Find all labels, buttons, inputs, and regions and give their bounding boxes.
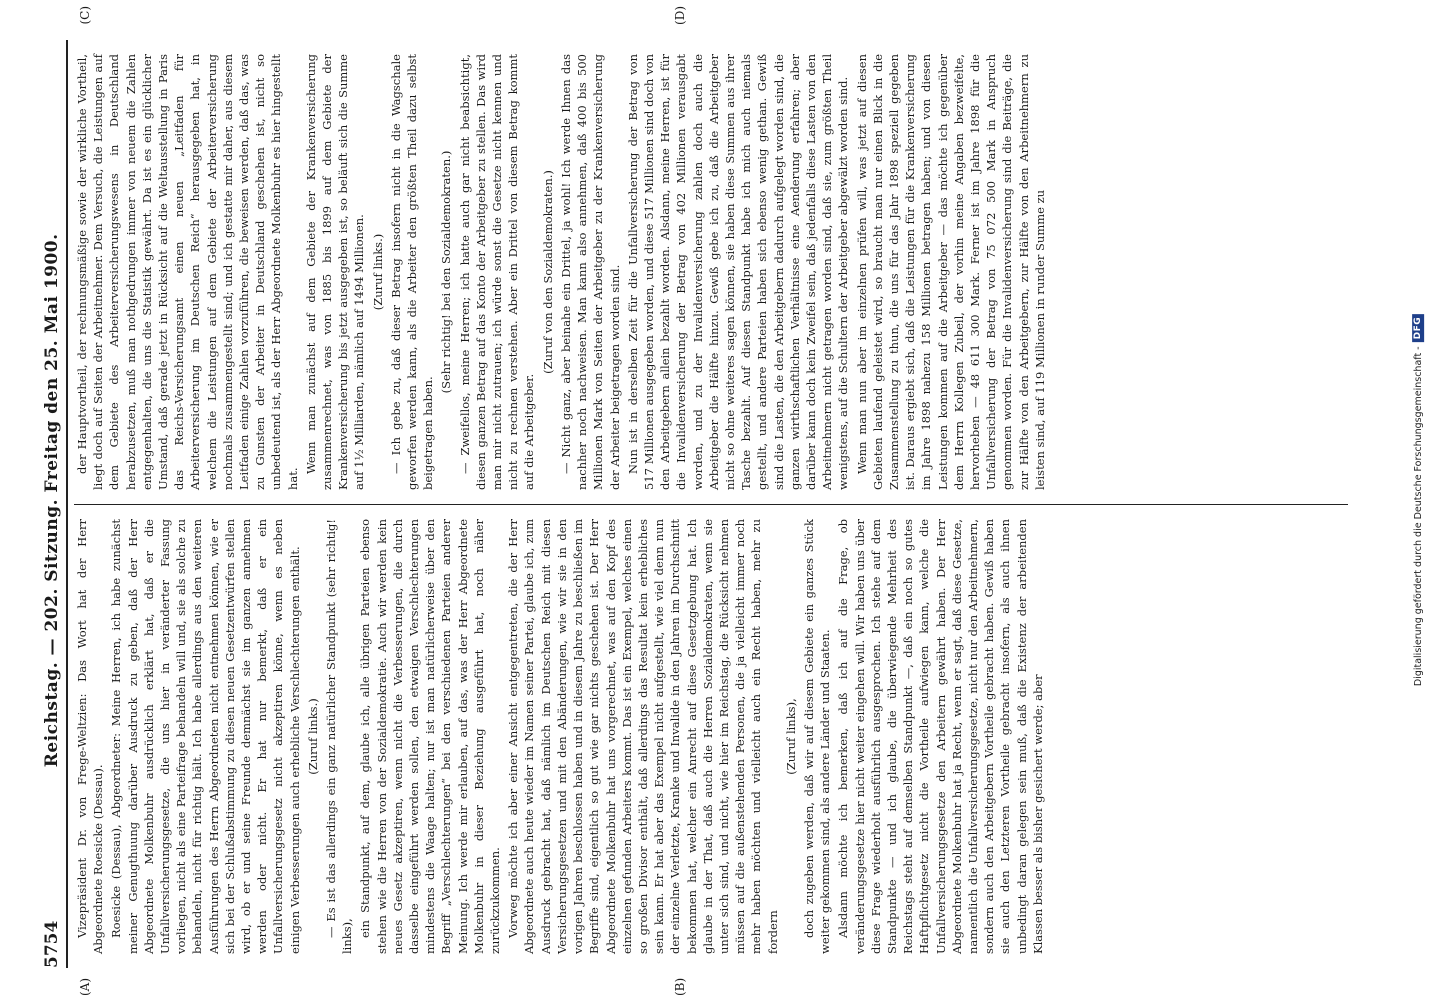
- paragraph: — Ich gebe zu, daß dieser Betrag insofern nicht in die Wagschale geworfen werden kann, als die Arbeiter den größten Theil dazu selbst beigetragen haben.: [388, 54, 436, 490]
- digitization-note: [1406, 8, 1430, 992]
- paragraph: Alsdann möchte ich bemerken, daß ich auf die Frage, ob veränderungsgesetze hier nicht weiter eingehen will. Wir haben uns über diese Frage wiederholt ausführlich ausgesprochen. Ich stehe auf dem Standpunkte — und ich glaube, die überwiegende Mehrheit des Reichstags steht auf demselben Standpunkt —, daß ein noch so gutes Haftpflichtgesetz nicht die Vortheile aufwiegen kann, welche die Unfallversicherungsgesetze den Arbeitern gewährt haben. Der Herr Abgeordnete Molkenbuhr hat ja Recht, wenn er sagt, daß diese Gesetze, namentlich die Unfallversicherungsgesetze, nicht nur den Arbeitnehmern, sondern auch den Arbeitgebern Vortheile gebracht haben. Gewiß haben sie auch den Letzteren Vortheile gebracht insofern, als auch ihnen unbedingt daran gelegen sein muß, daß die Existenz der arbeitenden Klassen besser als bisher gesichert werde; aber: [836, 519, 1045, 954]
- paragraph: Vizepräsident Dr. von Frege-Weltzien: Das Wort hat der Herr Abgeordnete Roesicke (Dessau).: [75, 519, 106, 954]
- paragraph: doch zugeben werden, daß wir auf diesem Gebiete ein ganzes Stück weiter gekommen sind, als andere Länder und Staaten.: [801, 519, 833, 954]
- page-header: [26, 40, 68, 968]
- paragraph: (Zuruf links.): [370, 233, 385, 311]
- paragraph: Wenn man zunächst auf dem Gebiete der Krankenversicherung zusammenrechnet, was von 1885 bis 1899 auf dem Gebiete der Krankenversicherung bis jetzt ausgegeben ist, so beläuft sich die Summe auf 1½ Milliarden, nämlich auf 1494 Millionen.: [303, 54, 367, 490]
- paragraph: Vorweg möchte ich aber einer Ansicht entgegentreten, die der Herr Abgeordnete auch heute wieder im Namen seiner Partei, glaube ich, zum Ausdruck gebracht hat, daß nämlich im Deutschen Reich mit diesen Versicherungsgesetzen und mit den Abänderungen, wie wir sie in den vorigen Jahren beschlossen haben und in diesem Jahre zu beschließen im Begriffe sind, eigentlich so gut wie gar nichts geschehen ist. Der Herr Abgeordnete Molkenbuhr hat uns vorgerechnet, was auf den Kopf des einzelnen gefunden Arbeiters kommt. Das ist ein Exempel, welches einen so großen Divisor enthält, daß allerdings das Resultat kein erhebliches sein kann. Er hat aber das Exempel nicht aufgestellt, wie viel denn nun der einzelne Verletzte, Kranke und Invalide in den Jahren im Durchschnitt bekommen hat, welcher ein Anrecht auf diese Gesetzgebung hat. Ich glaube in der That, daß auch die Herren Sozialdemokraten, wenn sie unter sich sind, und nicht, wie hier im Reichstag, die Rücksicht nehmen müssen auf die außenstehenden Personen, die ja vielleicht immer noch mehr haben möchten und vielleicht auch ein Recht haben, mehr zu fordern: [506, 519, 780, 954]
- paragraph: — Zweifellos, meine Herren; ich hatte auch gar nicht beabsichtigt, diesen ganzen Betrag auf das Konto der Arbeitgeber zu stellen. Das wird man mir nicht zutrauen; ich würde sonst die Gesetze nicht kennen und nicht zu rechnen verstehen. Aber ein Drittel von diesem Betrag kommt auf die Arbeitgeber.: [457, 54, 537, 490]
- paragraph: Roesicke (Dessau), Abgeordneter: Meine Herren, ich habe zunächst meiner Genugthuung darüber Ausdruck zu geben, daß der Herr Abgeordnete Molkenbuhr ausdrücklich erklärt hat, daß er die Unfallversicherungsgesetze, die uns hier in veränderter Fassung vorliegen, nicht als eine Parteifrage behandeln will und, sie als solche zu behandeln, nicht für richtig hält. Ich habe allerdings aus den weiteren Ausführungen des Herrn Abgeordneten nicht entnehmen können, wie er sich bei der Schlußabstimmung zu diesen neuen Gesetzentwürfen stellen wird, ob er und seine Freunde demnächst sie im ganzen annehmen werden oder nicht. Er hat nur bemerkt, daß er ein Unfallversicherungsgesetz nicht akzeptiren könne, wenn es neben einigen Verbesserungen auch erhebliche Verschlechterungen enthält.: [109, 519, 302, 954]
- rotated-document-page: [8, 0, 1368, 1000]
- digitization-note-text: Digitalisierung gefördert durch die Deutsche Forschungsgemeinschaft -: [1412, 346, 1424, 687]
- page-title: Reichstag. — 202. Sitzung. Freitag den 25. Mai 1900.: [42, 233, 62, 768]
- paragraph: Wenn man nun aber im einzelnen prüfen will, was jetzt auf diesen Gebieten laufend geleistet wird, so braucht man nur einen Blick in die Zusammenstellung zu thun, die uns für das Jahr 1898 speziell gegeben ist. Daraus ergiebt sich, daß die Leistungen für die Krankenversicherung im Jahre 1898 nahezu 158 Millionen betragen haben; und von diesen Leistungen kommen auf die Arbeitgeber — das möchte ich gegenüber dem Herrn Kollegen Zubeil, der vorhin meine Angaben bezweifelte, hervorheben — 48 611 300 Mark. Ferner ist im Jahre 1898 für die Unfallversicherung der Betrag von 75 072 500 Mark in Anspruch genommen worden. Für die Invalidenversicherung sind die Beiträge, die zur Hälfte von den Arbeitgebern, zur Hälfte von den Arbeitnehmern zu leisten sind, auf 119 Millionen in runder Summe zu: [854, 54, 1047, 490]
- left-column: [74, 504, 1348, 968]
- paragraph: (Zuruf links),: [783, 698, 798, 775]
- right-column: [74, 40, 1348, 504]
- paragraph: (Zuruf links.): [305, 698, 320, 775]
- margin-marker-d: (D): [673, 6, 687, 25]
- text-columns: [74, 40, 1348, 968]
- page-number: 5754: [42, 920, 62, 968]
- margin-marker-c: (C): [78, 6, 92, 25]
- paragraph: ein Standpunkt, auf dem, glaube ich, alle übrigen Parteien ebenso stehen wie die Herren von der Sozialdemokratie. Auch wir werden kein neues Gesetz akzeptiren, wenn nicht die Verbesserungen, die durch dasselbe eingeführt werden sollen, den etwaigen Verschlechterungen mindestens die Waage halten; nur ist man natürlicherweise über den Begriff „Verschlechterungen“ bei den verschiedenen Parteien anderer Meinung. Ich werde mir erlauben, auf das, was der Herr Abgeordnete Molkenbuhr in dieser Beziehung ausgeführt hat, noch näher zurückzukommen.: [358, 519, 503, 954]
- margin-marker-b: (B): [673, 977, 687, 996]
- paragraph: — Es ist das allerdings ein ganz natürlicher Standpunkt (sehr richtig! links),: [324, 519, 355, 954]
- paragraph: der Hauptvortheil, der rechnungsmäßige sowie der wirkliche Vortheil, liegt doch auf Seiten der Arbeitnehmer. Dem Versuch, die Leistungen auf dem Gebiete des Arbeiterversicherungswesens in Deutschland herabzusetzen, muß man nothgedrungen immer von neuem die Zahlen entgegenhalten, die uns die Statistik gewährt. Da ist es ein glücklicher Umstand, daß gerade jetzt in Rücksicht auf die Weltausstellung in Paris das Reichs-Versicherungsamt einen neuen „Leitfaden für Arbeiterversicherung im Deutschen Reich“ herausgegeben hat, in welchem die Leistungen auf dem Gebiete der Arbeiterversicherung nochmals zusammengestellt sind; und ich gestatte mir daher, aus diesem Leitfaden einige Zahlen vorzuführen, die beweisen werden, daß das, was zu Gunsten der Arbeiter in Deutschland geschehen ist, nicht so unbedeutend ist, als der Herr Abgeordnete Molkenbuhr es hier hingestellt hat.: [75, 54, 300, 490]
- paragraph: (Sehr richtig! bei den Sozialdemokraten.): [439, 150, 454, 394]
- paragraph: Nun ist in derselben Zeit für die Unfallversicherung der Betrag von 517 Millionen ausgegeben worden, und diese 517 Millionen sind doch von den Arbeitgebern allein bezahlt worden. Alsdann, meine Herren, ist für die Invalidenversicherung der Betrag von 402 Millionen verausgabt worden, und zu der Invalidenversicherung zahlen doch auch die Arbeitgeber die Hälfte hinzu. Gewiß gebe ich zu, daß die Arbeitgeber nicht so ohne weiteres sagen können, sie haben diese Summen aus ihrer Tasche bezahlt. Auf diesen Standpunkt habe ich mich auch niemals gestellt, und andere Parteien haben sich ebenso wenig gethan. Gewiß sind die Lasten, die den Arbeitgebern dadurch aufgelegt worden sind, die ganzen wirthschaftlichen Verhältnisse eine Aenderung erfahren; aber darüber kann doch kein Zweifel sein, daß jedenfalls diese Lasten von den Arbeitnehmern nicht getragen worden sind, daß sie, zum größten Theil wenigstens, auf die Schultern der Arbeitgeber abgewälzt worden sind.: [625, 54, 851, 490]
- dfg-logo: DFG: [1412, 314, 1424, 343]
- paragraph: — Nicht ganz, aber beinahe ein Drittel, ja wohl! Ich werde Ihnen das nachher noch nachweisen. Man kann also annehmen, daß 400 bis 500 Millionen Mark von Seiten der Arbeitgeber zu der Krankenversicherung der Arbeiter beigetragen worden sind.: [558, 54, 622, 490]
- paragraph: (Zuruf von den Sozialdemokraten.): [540, 170, 555, 374]
- margin-marker-a: (A): [78, 977, 92, 996]
